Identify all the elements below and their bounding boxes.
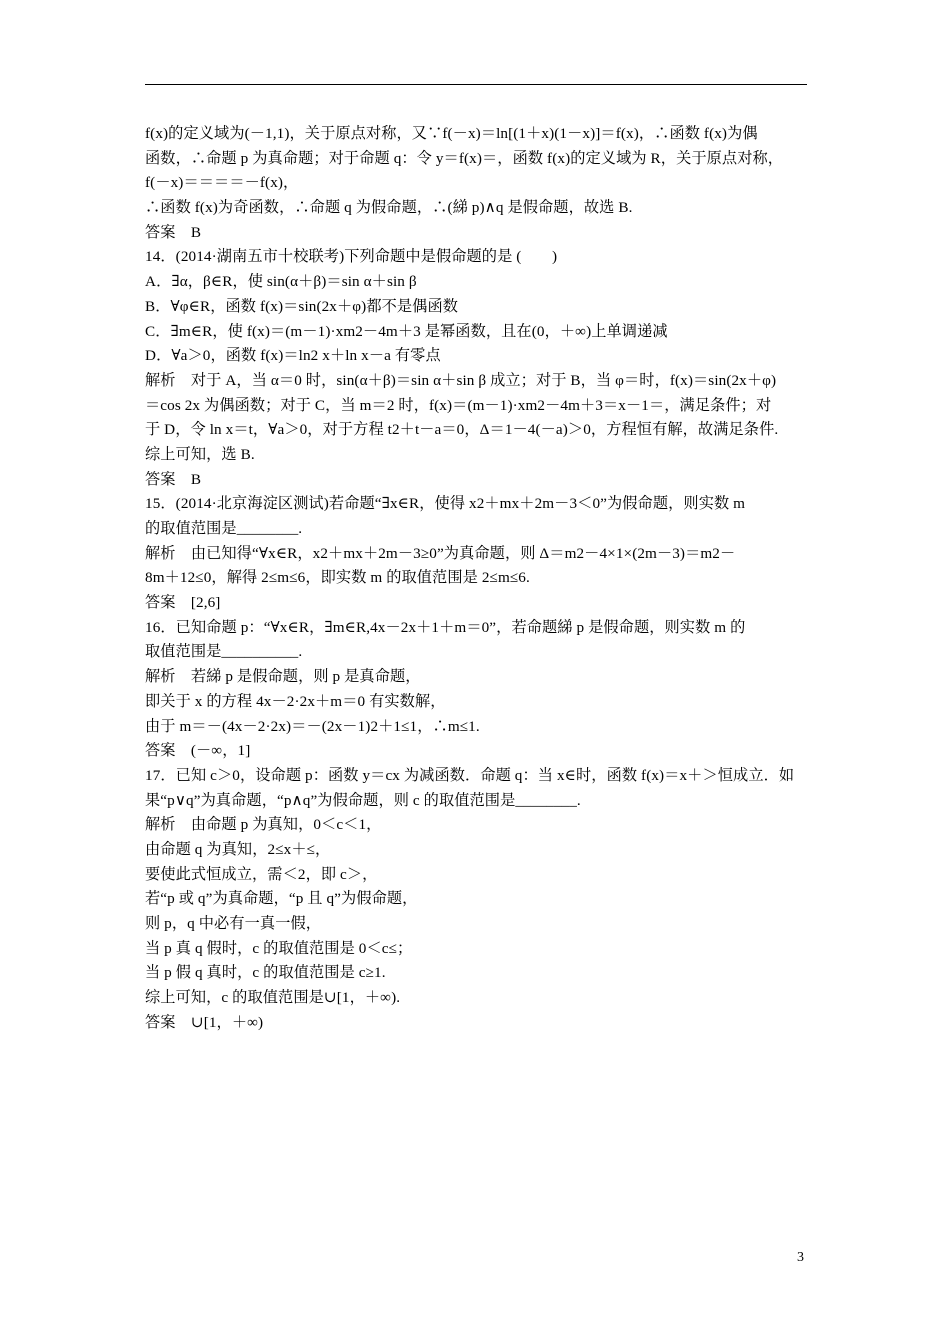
- text-line: 8m＋12≤0，解得 2≤m≤6，即实数 m 的取值范围是 2≤m≤6.: [145, 569, 530, 587]
- text-line: 于 D，令 ln x＝t，∀a＞0，对于方程 t2＋t－a＝0，Δ＝1－4(－a)＞0，方程恒有解，故满足条件.: [145, 421, 779, 439]
- answer-line: 答案 B: [145, 470, 202, 488]
- text-line: f(－x)＝＝＝＝－f(x)，: [145, 174, 299, 192]
- text-line: 当 p 假 q 真时，c 的取值范围是 c≥1.: [145, 964, 386, 982]
- text-line: f(x)的定义域为(－1,1)，关于原点对称，又∵f(－x)＝ln[(1＋x)(1－x)]＝f(x)，∴函数 f(x)为偶: [145, 125, 758, 142]
- question-17-title: 17．已知 c＞0，设命题 p：函数 y＝cx 为减函数．命题 q：当 x∈时，函数 f(x)＝x＋＞恒成立．如: [145, 766, 795, 784]
- text-line: 果“p∨q”为真命题，“p∧q”为假命题，则 c 的取值范围是________.: [145, 791, 581, 809]
- answer-line: 答案 [2,6]: [145, 594, 221, 612]
- text-line: 函数，∴命题 p 为真命题；对于命题 q：令 y＝f(x)＝，函数 f(x)的定义域为 R，关于原点对称，: [145, 149, 784, 167]
- text-line: 解析 由已知得“∀x∈R，x2＋mx＋2m－3≥0”为真命题，则 Δ＝m2－4×1×(2m－3)＝m2－: [145, 544, 736, 562]
- text-line: 解析 由命题 p 为真知，0＜c＜1，: [145, 816, 382, 834]
- text-line: 若“p 或 q”为真命题，“p 且 q”为假命题，: [145, 890, 418, 908]
- option-d: D．∀a＞0，函数 f(x)＝ln2 x＋ln x－a 有零点: [145, 347, 441, 365]
- option-c: C．∃m∈R，使 f(x)＝(m－1)·xm2－4m＋3 是幂函数，且在(0，＋∞)上单调递减: [145, 322, 668, 340]
- answer-line: 答案 (－∞，1]: [145, 742, 251, 760]
- text-line: 取值范围是__________.: [145, 643, 303, 661]
- text-line: 解析 若綈 p 是假命题，则 p 是真命题，: [145, 668, 421, 686]
- question-14-title: 14．(2014·湖南五市十校联考)下列命题中是假命题的是 ( ): [145, 248, 558, 266]
- text-line: 解析 对于 A，当 α＝0 时，sin(α＋β)＝sin α＋sin β 成立；对于 B，当 φ＝时，f(x)＝sin(2x＋φ): [145, 371, 777, 389]
- text-line: 则 p，q 中必有一真一假，: [145, 915, 322, 932]
- question-16-title: 16．已知命题 p：“∀x∈R，∃m∈R,4x－2x＋1＋m＝0”，若命题綈 p 是假命题，则实数 m 的: [145, 618, 746, 636]
- text-line: 即关于 x 的方程 4x－2·2x＋m＝0 有实数解，: [145, 692, 446, 710]
- question-15-title: 15．(2014·北京海淀区测试)若命题“∃x∈R，使得 x2＋mx＋2m－3＜0”为假命题，则实数 m: [145, 495, 746, 513]
- option-a: A．∃α，β∈R，使 sin(α＋β)＝sin α＋sin β: [145, 273, 417, 291]
- text-line: ∴函数 f(x)为奇函数，∴命题 q 为假命题，∴(綈 p)∧q 是假命题，故选 B.: [145, 199, 633, 217]
- text-line: 由于 m＝－(4x－2·2x)＝－(2x－1)2＋1≤1，∴m≤1.: [145, 717, 480, 735]
- document-body: [145, 122, 815, 1035]
- text-line: 由命题 q 为真知，2≤x＋≤，: [145, 840, 331, 858]
- text-line: 当 p 真 q 假时，c 的取值范围是 0＜c≤；: [145, 939, 413, 957]
- text-line: 要使此式恒成立，需＜2，即 c＞，: [145, 865, 378, 883]
- text-line: 综上可知，c 的取值范围是∪[1，＋∞).: [145, 989, 401, 1007]
- header-rule: [145, 84, 807, 85]
- text-line: 的取值范围是________.: [145, 520, 303, 537]
- text-line: ＝cos 2x 为偶函数；对于 C，当 m＝2 时，f(x)＝(m－1)·xm2－4m＋3＝x－1＝，满足条件；对: [145, 396, 772, 414]
- answer-line: 答案 B: [145, 223, 202, 241]
- text-line: 综上可知，选 B.: [145, 445, 255, 463]
- answer-line: 答案 ∪[1，＋∞): [145, 1013, 264, 1031]
- option-b: B．∀φ∈R，函数 f(x)＝sin(2x＋φ)都不是偶函数: [145, 297, 459, 315]
- page-number: 3: [797, 1250, 804, 1265]
